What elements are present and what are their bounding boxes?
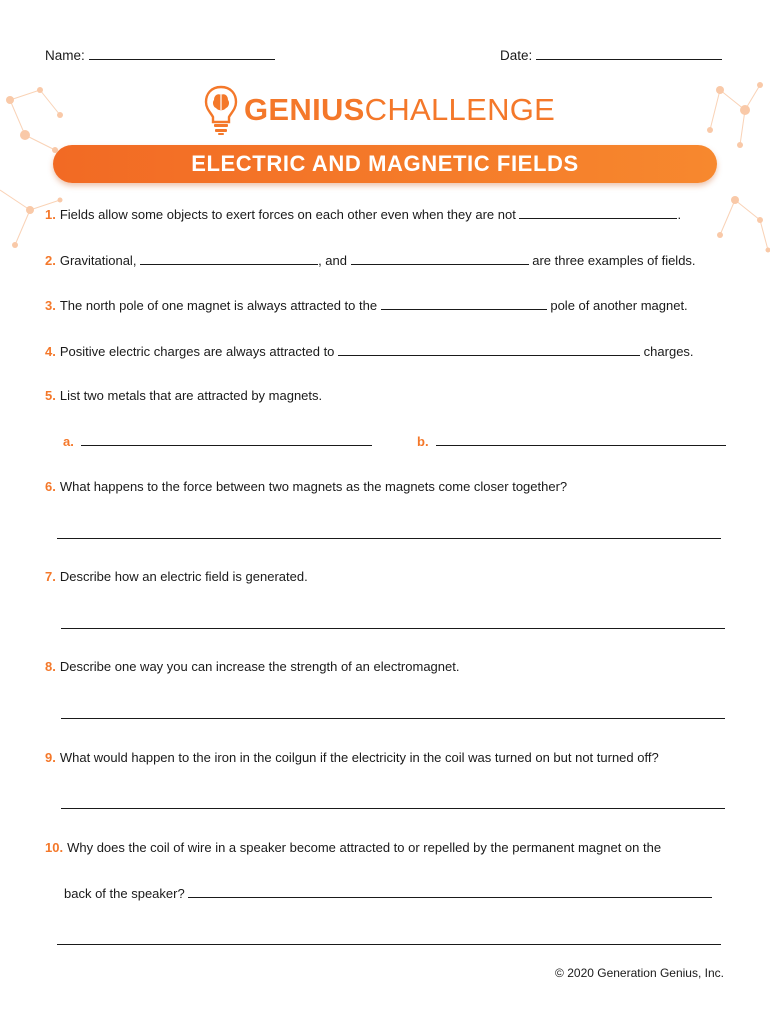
date-label: Date: [500,48,533,63]
question-text: Why does the coil of wire in a speaker become attracted to or repelled by the permanent magnet on the [67,840,662,855]
question-text: Fields allow some objects to exert forces on each other even when they are not [59,207,516,222]
question-text-end: are three examples of fields. [532,253,696,268]
question-number: 2. [45,253,56,268]
question-text: What would happen to the iron in the coilgun if the electricity in the coil was turned on but not turned off? [59,750,659,765]
answer-blank[interactable] [381,297,547,310]
question-text: Gravitational, [59,253,137,268]
question-number: 6. [45,479,56,494]
answer-blank[interactable] [338,343,640,356]
title-banner [53,145,717,183]
date-field[interactable] [500,47,722,63]
question-9 [45,750,659,766]
question-number: 9. [45,750,56,765]
logo-genius: GENIUS [244,92,365,127]
question-number: 4. [45,344,56,359]
question-7 [45,569,308,585]
logo-challenge: CHALLENGE [364,92,556,127]
answer-5a[interactable] [63,433,372,450]
question-4 [45,343,694,360]
name-blank[interactable] [89,47,275,60]
question-5 [45,388,322,404]
question-10 [45,840,661,856]
answer-line-8[interactable] [61,718,725,719]
question-text-end: pole of another magnet. [550,298,688,313]
answer-5b[interactable] [417,433,726,450]
question-number: 5. [45,388,56,403]
question-8 [45,659,459,675]
answer-blank[interactable] [519,206,677,219]
worksheet-title: ELECTRIC AND MAGNETIC FIELDS [191,151,579,176]
answer-line-7[interactable] [61,628,725,629]
question-10-continued [64,885,712,902]
copyright-notice: © 2020 Generation Genius, Inc. [555,966,724,980]
question-number: 10. [45,840,64,855]
question-text-mid: , and [318,253,347,268]
question-text-continued: back of the speaker? [64,886,185,901]
lightbulb-brain-icon [204,84,238,136]
genius-challenge-logo [204,84,555,136]
question-text: Describe one way you can increase the strength of an electromagnet. [59,659,460,674]
answer-blank[interactable] [436,433,726,446]
question-text: The north pole of one magnet is always attracted to the [59,298,378,313]
answer-blank[interactable] [140,252,318,265]
sub-label-a: a. [63,434,74,449]
name-field[interactable] [45,47,275,63]
question-number: 1. [45,207,56,222]
question-3 [45,297,688,314]
answer-line-9[interactable] [61,808,725,809]
logo-wordmark [244,92,555,128]
question-text-end: charges. [643,344,694,359]
question-text: Describe how an electric field is generated. [59,569,308,584]
question-number: 7. [45,569,56,584]
sub-label-b: b. [417,434,429,449]
question-number: 8. [45,659,56,674]
answer-blank[interactable] [351,252,529,265]
question-text: What happens to the force between two magnets as the magnets come closer together? [59,479,568,494]
answer-line-6[interactable] [57,538,721,539]
question-text: List two metals that are attracted by magnets. [59,388,323,403]
answer-blank[interactable] [188,885,712,898]
name-label: Name: [45,48,85,63]
question-text-end: . [677,207,682,222]
question-number: 3. [45,298,56,313]
question-text: Positive electric charges are always attracted to [59,344,335,359]
answer-line-10[interactable] [57,944,721,945]
question-2 [45,252,696,269]
answer-blank[interactable] [81,433,372,446]
question-1 [45,206,681,223]
date-blank[interactable] [536,47,722,60]
question-6 [45,479,567,495]
